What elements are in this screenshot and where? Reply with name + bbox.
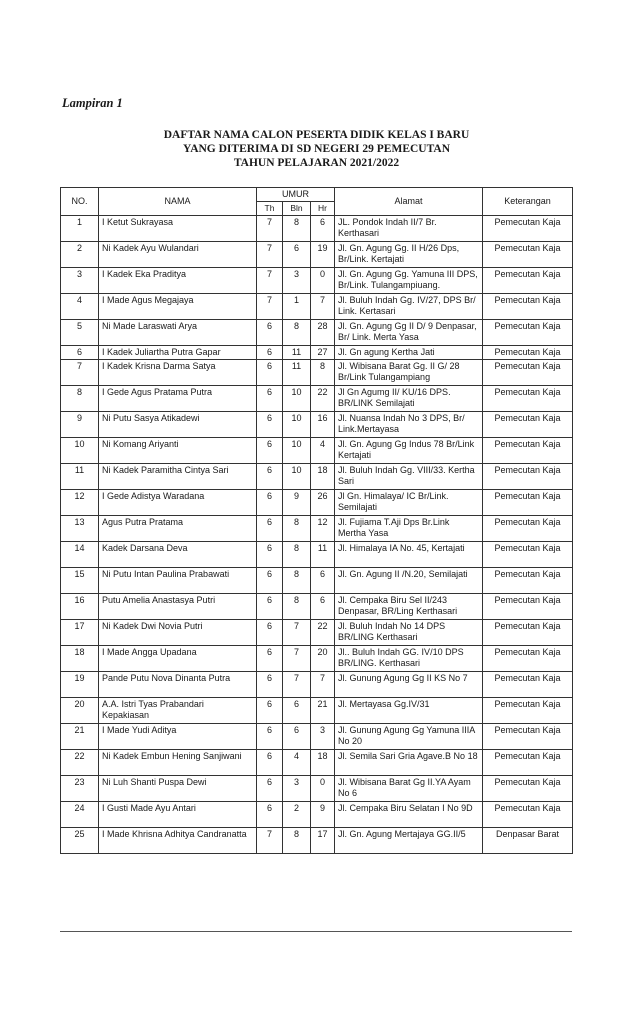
row-no: 1: [61, 216, 99, 242]
row-no: 14: [61, 542, 99, 568]
row-no: 7: [61, 360, 99, 386]
row-hr: 18: [311, 464, 335, 490]
row-nama: Ni Kadek Ayu Wulandari: [99, 242, 257, 268]
row-alamat: Jl. Gn. Agung Gg Indus 78 Br/Link Kertajati: [335, 438, 483, 464]
row-th: 7: [257, 268, 283, 294]
header-umur: UMUR: [257, 188, 335, 202]
row-bln: 11: [283, 360, 311, 386]
row-th: 7: [257, 828, 283, 854]
row-keterangan: Pemecutan Kaja: [483, 594, 573, 620]
row-th: 6: [257, 542, 283, 568]
table-row: [61, 320, 573, 346]
table-header-row: [61, 188, 573, 202]
row-bln: 10: [283, 386, 311, 412]
row-no: 3: [61, 268, 99, 294]
row-nama: I Made Agus Megajaya: [99, 294, 257, 320]
row-keterangan: Pemecutan Kaja: [483, 360, 573, 386]
table-row: [61, 568, 573, 594]
table-row: [61, 724, 573, 750]
row-alamat: Jl. Mertayasa Gg.IV/31: [335, 698, 483, 724]
row-alamat: Jl. Gn. Agung Gg II D/ 9 Denpasar, Br/ Link. Merta Yasa: [335, 320, 483, 346]
row-nama: Ni Made Laraswati Arya: [99, 320, 257, 346]
table-row: [61, 646, 573, 672]
row-no: 19: [61, 672, 99, 698]
row-no: 2: [61, 242, 99, 268]
row-alamat: JL. Pondok Indah II/7 Br. Kerthasari: [335, 216, 483, 242]
row-hr: 6: [311, 216, 335, 242]
row-nama: A.A. Istri Tyas Prabandari Kepakiasan: [99, 698, 257, 724]
row-keterangan: Pemecutan Kaja: [483, 242, 573, 268]
row-nama: I Made Yudi Aditya: [99, 724, 257, 750]
row-hr: 26: [311, 490, 335, 516]
row-alamat: Jl. Fujiama T.Aji Dps Br.Link Mertha Yasa: [335, 516, 483, 542]
row-no: 15: [61, 568, 99, 594]
table-row: [61, 776, 573, 802]
row-keterangan: Pemecutan Kaja: [483, 516, 573, 542]
row-bln: 7: [283, 620, 311, 646]
row-no: 20: [61, 698, 99, 724]
row-bln: 8: [283, 568, 311, 594]
footer-divider: [60, 931, 572, 932]
table-row: [61, 542, 573, 568]
row-th: 6: [257, 620, 283, 646]
row-bln: 10: [283, 464, 311, 490]
row-hr: 8: [311, 360, 335, 386]
header-th: Th: [257, 202, 283, 216]
row-keterangan: Pemecutan Kaja: [483, 776, 573, 802]
row-hr: 22: [311, 386, 335, 412]
row-no: 18: [61, 646, 99, 672]
row-th: 6: [257, 412, 283, 438]
row-hr: 20: [311, 646, 335, 672]
row-no: 16: [61, 594, 99, 620]
row-hr: 11: [311, 542, 335, 568]
row-no: 11: [61, 464, 99, 490]
row-bln: 11: [283, 346, 311, 360]
table-row: [61, 802, 573, 828]
row-bln: 10: [283, 412, 311, 438]
row-bln: 9: [283, 490, 311, 516]
row-alamat: Jl. Buluh Indah Gg. IV/27, DPS Br/ Link. Kertasari: [335, 294, 483, 320]
title-line-3: TAHUN PELAJARAN 2021/2022: [233, 157, 400, 169]
student-list-table: [60, 187, 573, 854]
row-th: 6: [257, 750, 283, 776]
header-hr: Hr: [311, 202, 335, 216]
row-th: 6: [257, 464, 283, 490]
row-nama: I Made Khrisna Adhitya Candranatta: [99, 828, 257, 854]
row-th: 7: [257, 216, 283, 242]
row-keterangan: Pemecutan Kaja: [483, 320, 573, 346]
row-alamat: Jl. Buluh Indah No 14 DPS BR/LING Kerthasari: [335, 620, 483, 646]
row-alamat: Jl. Gn. Agung Mertajaya GG.II/5: [335, 828, 483, 854]
row-keterangan: Pemecutan Kaja: [483, 386, 573, 412]
row-keterangan: Denpasar Barat: [483, 828, 573, 854]
row-no: 23: [61, 776, 99, 802]
row-hr: 9: [311, 802, 335, 828]
row-th: 6: [257, 360, 283, 386]
row-alamat: Jl. Gn. Agung Gg. Yamuna III DPS, Br/Link. Tulangampiuang.: [335, 268, 483, 294]
row-alamat: Jl. Himalaya IA No. 45, Kertajati: [335, 542, 483, 568]
row-keterangan: Pemecutan Kaja: [483, 646, 573, 672]
row-keterangan: Pemecutan Kaja: [483, 724, 573, 750]
row-bln: 10: [283, 438, 311, 464]
row-th: 6: [257, 776, 283, 802]
row-keterangan: Pemecutan Kaja: [483, 620, 573, 646]
table-row: [61, 750, 573, 776]
row-keterangan: Pemecutan Kaja: [483, 346, 573, 360]
row-no: 25: [61, 828, 99, 854]
row-nama: Ni Luh Shanti Puspa Dewi: [99, 776, 257, 802]
row-hr: 19: [311, 242, 335, 268]
table-row: [61, 698, 573, 724]
row-bln: 8: [283, 828, 311, 854]
row-th: 7: [257, 294, 283, 320]
table-row: [61, 386, 573, 412]
row-th: 6: [257, 490, 283, 516]
row-th: 6: [257, 672, 283, 698]
row-nama: Pande Putu Nova Dinanta Putra: [99, 672, 257, 698]
row-hr: 16: [311, 412, 335, 438]
row-alamat: Jl. Semila Sari Gria Agave.B No 18: [335, 750, 483, 776]
row-keterangan: Pemecutan Kaja: [483, 672, 573, 698]
row-no: 5: [61, 320, 99, 346]
row-hr: 12: [311, 516, 335, 542]
row-no: 21: [61, 724, 99, 750]
row-keterangan: Pemecutan Kaja: [483, 464, 573, 490]
row-keterangan: Pemecutan Kaja: [483, 412, 573, 438]
row-no: 12: [61, 490, 99, 516]
row-th: 6: [257, 594, 283, 620]
header-nama: NAMA: [99, 188, 257, 216]
row-bln: 1: [283, 294, 311, 320]
row-nama: I Kadek Eka Praditya: [99, 268, 257, 294]
row-th: 6: [257, 516, 283, 542]
row-alamat: Jl. Buluh Indah Gg. VIII/33. Kertha Sari: [335, 464, 483, 490]
row-hr: 0: [311, 268, 335, 294]
row-th: 6: [257, 438, 283, 464]
document-title: [0, 128, 621, 170]
row-th: 6: [257, 320, 283, 346]
row-alamat: Jl. Cempaka Biru Selatan I No 9D: [335, 802, 483, 828]
table-row: [61, 216, 573, 242]
title-line-2: YANG DITERIMA DI SD NEGERI 29 PEMECUTAN: [182, 143, 451, 155]
row-bln: 4: [283, 750, 311, 776]
row-nama: Ni Komang Ariyanti: [99, 438, 257, 464]
row-bln: 3: [283, 268, 311, 294]
row-hr: 4: [311, 438, 335, 464]
header-bln: Bln: [283, 202, 311, 216]
row-th: 6: [257, 802, 283, 828]
row-alamat: Jl. Nuansa Indah No 3 DPS, Br/ Link.Mertayasa: [335, 412, 483, 438]
row-bln: 6: [283, 698, 311, 724]
row-nama: Kadek Darsana Deva: [99, 542, 257, 568]
table-row: [61, 594, 573, 620]
row-bln: 8: [283, 594, 311, 620]
row-th: 6: [257, 568, 283, 594]
table-row: [61, 464, 573, 490]
row-th: 6: [257, 724, 283, 750]
header-no: NO.: [61, 188, 99, 216]
row-hr: 22: [311, 620, 335, 646]
table-row: [61, 672, 573, 698]
row-alamat: Jl.. Buluh Indah GG. IV/10 DPS BR/LING. Kerthasari: [335, 646, 483, 672]
row-keterangan: Pemecutan Kaja: [483, 542, 573, 568]
row-alamat: Jl. Gn agung Kertha Jati: [335, 346, 483, 360]
row-hr: 6: [311, 594, 335, 620]
row-alamat: Jl Gn. Himalaya/ IC Br/Link. Semilajati: [335, 490, 483, 516]
row-keterangan: Pemecutan Kaja: [483, 568, 573, 594]
row-keterangan: Pemecutan Kaja: [483, 268, 573, 294]
row-no: 4: [61, 294, 99, 320]
row-keterangan: Pemecutan Kaja: [483, 802, 573, 828]
row-bln: 8: [283, 516, 311, 542]
row-nama: I Made Angga Upadana: [99, 646, 257, 672]
row-hr: 7: [311, 672, 335, 698]
row-bln: 8: [283, 320, 311, 346]
row-alamat: Jl. Cempaka Biru Sel II/243 Denpasar, BR/Ling Kerthasari: [335, 594, 483, 620]
row-no: 6: [61, 346, 99, 360]
row-alamat: Jl. Gn. Agung II /N.20, Semilajati: [335, 568, 483, 594]
row-hr: 21: [311, 698, 335, 724]
row-keterangan: Pemecutan Kaja: [483, 438, 573, 464]
row-hr: 27: [311, 346, 335, 360]
row-keterangan: Pemecutan Kaja: [483, 698, 573, 724]
row-nama: I Gede Agus Pratama Putra: [99, 386, 257, 412]
row-hr: 7: [311, 294, 335, 320]
row-no: 10: [61, 438, 99, 464]
row-nama: I Ketut Sukrayasa: [99, 216, 257, 242]
row-no: 24: [61, 802, 99, 828]
row-hr: 17: [311, 828, 335, 854]
row-nama: Ni Kadek Dwi Novia Putri: [99, 620, 257, 646]
row-nama: Ni Kadek Paramitha Cintya Sari: [99, 464, 257, 490]
row-hr: 18: [311, 750, 335, 776]
row-alamat: Jl. Wibisana Barat Gg. II G/ 28 Br/Link Tulangampiang: [335, 360, 483, 386]
table-row: [61, 346, 573, 360]
attachment-label: Lampiran 1: [62, 96, 123, 110]
row-alamat: Jl. Gn. Agung Gg. II H/26 Dps, Br/Link. Kertajati: [335, 242, 483, 268]
row-alamat: Jl. Gunung Agung Gg II KS No 7: [335, 672, 483, 698]
row-keterangan: Pemecutan Kaja: [483, 750, 573, 776]
row-bln: 8: [283, 542, 311, 568]
table-row: [61, 412, 573, 438]
row-th: 6: [257, 386, 283, 412]
row-bln: 8: [283, 216, 311, 242]
title-line-1: DAFTAR NAMA CALON PESERTA DIDIK KELAS I BARU: [163, 129, 470, 141]
row-bln: 7: [283, 672, 311, 698]
row-bln: 3: [283, 776, 311, 802]
row-keterangan: Pemecutan Kaja: [483, 490, 573, 516]
row-bln: 2: [283, 802, 311, 828]
row-nama: I Kadek Juliartha Putra Gapar: [99, 346, 257, 360]
table-row: [61, 242, 573, 268]
row-th: 6: [257, 698, 283, 724]
row-nama: Putu Amelia Anastasya Putri: [99, 594, 257, 620]
row-keterangan: Pemecutan Kaja: [483, 294, 573, 320]
header-alamat: Alamat: [335, 188, 483, 216]
row-no: 13: [61, 516, 99, 542]
row-nama: I Gede Adistya Waradana: [99, 490, 257, 516]
table-row: [61, 828, 573, 854]
table-row: [61, 516, 573, 542]
row-nama: I Kadek Krisna Darma Satya: [99, 360, 257, 386]
table-row: [61, 268, 573, 294]
table-row: [61, 490, 573, 516]
table-row: [61, 360, 573, 386]
row-nama: Ni Kadek Embun Hening Sanjiwani: [99, 750, 257, 776]
row-keterangan: Pemecutan Kaja: [483, 216, 573, 242]
row-alamat: Jl Gn Agumg II/ KU/16 DPS. BR/LINK Semilajati: [335, 386, 483, 412]
row-hr: 28: [311, 320, 335, 346]
row-nama: Ni Putu Intan Paulina Prabawati: [99, 568, 257, 594]
row-th: 7: [257, 242, 283, 268]
row-bln: 6: [283, 242, 311, 268]
row-bln: 7: [283, 646, 311, 672]
row-no: 9: [61, 412, 99, 438]
table-row: [61, 294, 573, 320]
row-hr: 3: [311, 724, 335, 750]
row-hr: 6: [311, 568, 335, 594]
row-no: 22: [61, 750, 99, 776]
row-no: 17: [61, 620, 99, 646]
row-nama: I Gusti Made Ayu Antari: [99, 802, 257, 828]
row-no: 8: [61, 386, 99, 412]
row-th: 6: [257, 346, 283, 360]
row-bln: 6: [283, 724, 311, 750]
row-th: 6: [257, 646, 283, 672]
header-keterangan: Keterangan: [483, 188, 573, 216]
row-hr: 0: [311, 776, 335, 802]
row-nama: Ni Putu Sasya Atikadewi: [99, 412, 257, 438]
row-nama: Agus Putra Pratama: [99, 516, 257, 542]
table-row: [61, 438, 573, 464]
row-alamat: Jl. Wibisana Barat Gg II.YA Ayam No 6: [335, 776, 483, 802]
row-alamat: Jl. Gunung Agung Gg Yamuna IIIA No 20: [335, 724, 483, 750]
table-row: [61, 620, 573, 646]
